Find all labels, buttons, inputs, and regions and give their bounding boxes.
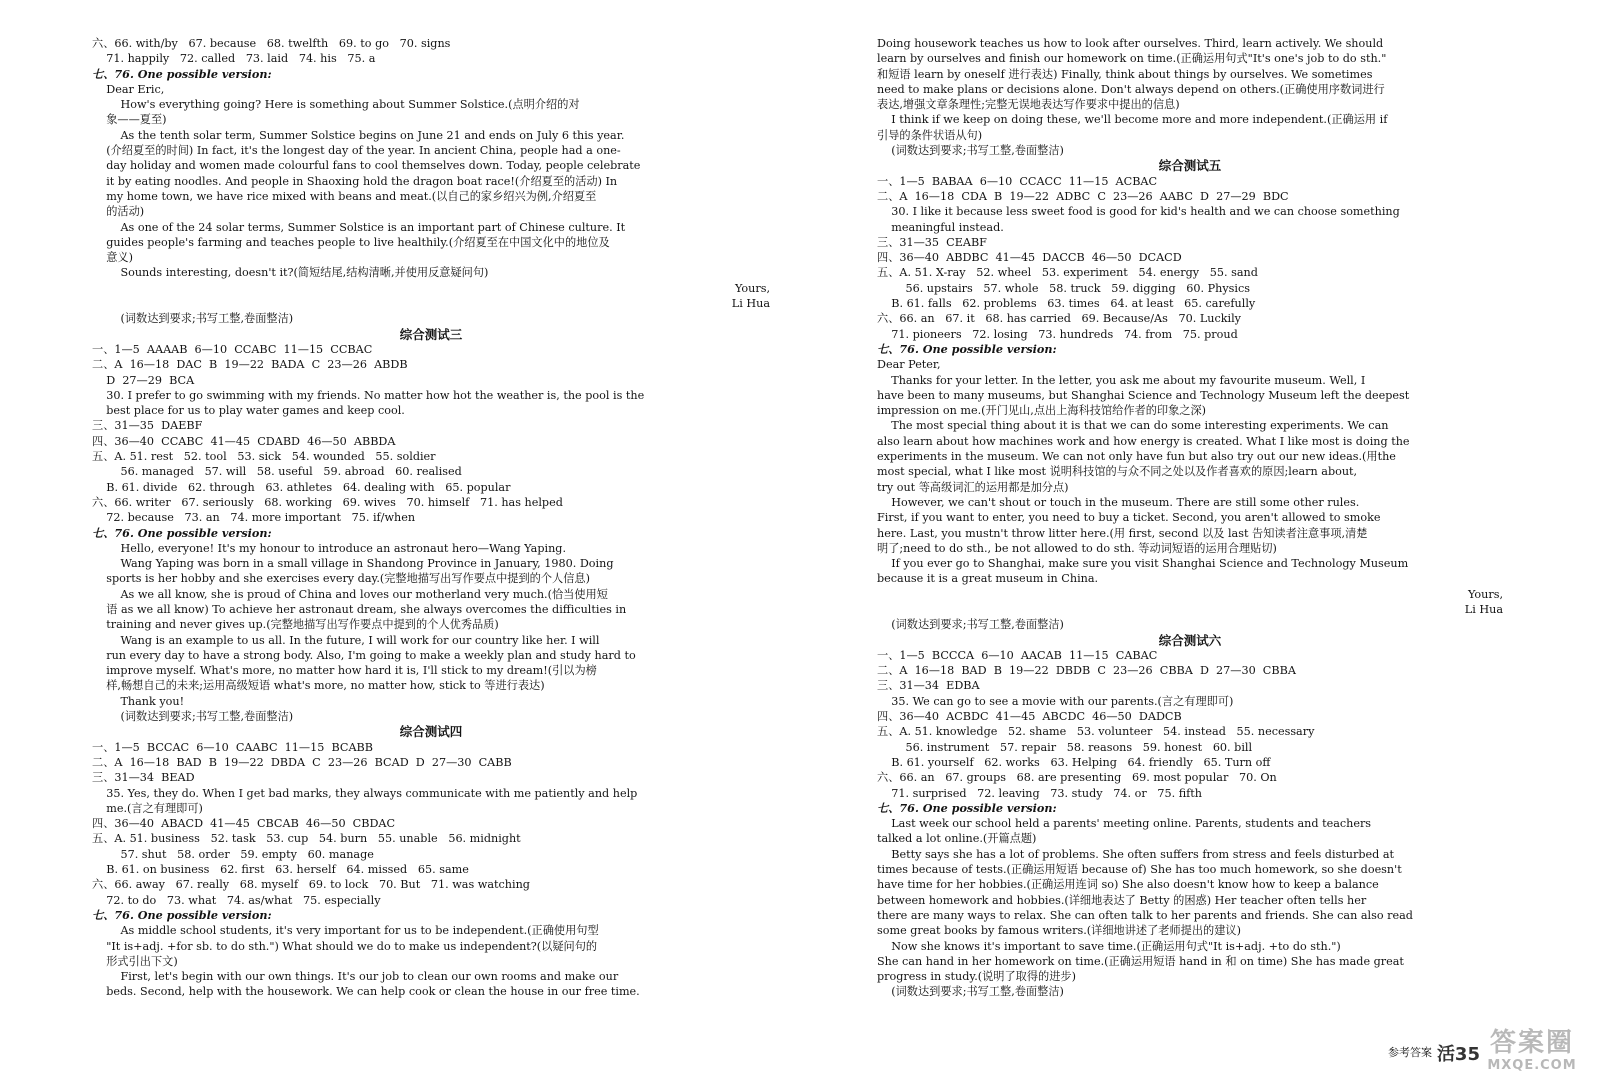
text-line: Hello, everyone! It's my honour to introduce an astronaut hero—Wang Yaping. — [92, 541, 567, 555]
section-heading: 综合测试四 — [399, 724, 463, 740]
text-line: "It is+adj. +for sb. to do sth.") What should we do to make us independent?(以疑问句的 — [92, 939, 598, 953]
text-line: (词数达到要求;书写工整,卷面整洁) — [877, 618, 1064, 632]
text-line: Wang is an example to us all. In the future, I will work for our country like her. I will — [92, 633, 600, 647]
text-line: 意义) — [92, 251, 133, 265]
text-line: Thanks for your letter. In the letter, you ask me about my favourite museum. Well, I — [877, 373, 1366, 387]
section-heading: 综合测试六 — [1158, 632, 1222, 648]
text-line: 六、66. writer 67. seriously 68. working 69. wives 70. himself 71. has helped — [92, 495, 563, 509]
text-line: As one of the 24 solar terms, Summer Solstice is an important part of Chinese culture. It — [92, 220, 626, 234]
page-number: 活35 — [1436, 1044, 1480, 1065]
text-line: 语 as we all know) To achieve her astronaut dream, she always overcomes the difficulties in — [92, 602, 627, 616]
text-line: 35. Yes, they do. When I get bad marks, they always communicate with me patiently and help — [92, 786, 638, 800]
text-line: (词数达到要求;书写工整,卷面整洁) — [92, 710, 294, 724]
text-line: impression on me.(开门见山,点出上海科技馆给作者的印象之深) — [877, 404, 1207, 418]
text-line: 六、66. with/by 67. because 68. twelfth 69. to go 70. signs — [92, 37, 451, 50]
text-line: 一、1—5 BCCAC 6—10 CAABC 11—15 BCABB — [92, 740, 373, 754]
text-line: Last week our school held a parents' meeting online. Parents, students and teachers — [877, 817, 1372, 831]
text-line: Li Hua — [1464, 602, 1503, 616]
text-line: 样,畅想自己的未来;运用高级短语 what's more, no matter how, stick to 等进行表达) — [92, 679, 545, 693]
right-column — [877, 36, 1503, 1000]
watermark-logo — [1472, 1028, 1592, 1078]
text-line: 表达,增强文章条理性;完整无误地表达写作要求中提出的信息) — [877, 98, 1180, 112]
text-line: How's everything going? Here is something about Summer Solstice.(点明介绍的对 — [92, 98, 580, 112]
footer-label: 参考答案 — [1388, 1046, 1432, 1059]
text-line: 30. I like it because less sweet food is good for kid's health and we can choose something — [877, 205, 1400, 219]
watermark-top: 答案圈 — [1489, 1028, 1574, 1058]
text-line: here. Last, you mustn't throw litter here.(用 first, second 以及 last 告知读者注意事项,清楚 — [877, 526, 1368, 540]
text-line: (词数达到要求;书写工整,卷面整洁) — [877, 985, 1064, 999]
text-line: (介绍夏至的时间) In fact, it's the longest day of the year. In ancient China, people had a one- — [92, 144, 621, 158]
text-line: 五、A. 51. business 52. task 53. cup 54. burn 55. unable 56. midnight — [92, 832, 521, 846]
text-line: 二、A 16—18 DAC B 19—22 BADA C 23—26 ABDB — [92, 358, 408, 372]
text-line: Dear Eric, — [92, 82, 165, 96]
text-line: also learn about how machines work and how energy is created. What I like most is doing the — [877, 434, 1410, 448]
text-line: I think if we keep on doing these, we'll become more and more independent.(正确运用 if — [877, 113, 1388, 127]
text-line: Li Hua — [731, 297, 770, 311]
text-line: 一、1—5 AAAAB 6—10 CCABC 11—15 CCBAC — [92, 342, 373, 356]
text-line: 三、31—34 EDBA — [877, 679, 980, 693]
text-line: 71. happily 72. called 73. laid 74. his 75. a — [92, 52, 376, 66]
text-line: (词数达到要求;书写工整,卷面整洁) — [877, 144, 1064, 158]
text-line: 56. managed 57. will 58. useful 59. abroad 60. realised — [92, 465, 462, 479]
text-line: As the tenth solar term, Summer Solstice begins on June 21 and ends on July 6 this year. — [92, 128, 625, 142]
text-line: 象——夏至) — [92, 113, 167, 127]
text-line: If you ever go to Shanghai, make sure you visit Shanghai Science and Technology Museum — [877, 557, 1409, 571]
text-line: need to make plans or decisions alone. Don't always depend on others.(正确使用序数词进行 — [877, 82, 1385, 96]
text-line: best place for us to play water games and keep cool. — [92, 404, 405, 418]
text-line: 三、31—35 DAEBF — [92, 419, 203, 433]
text-line: B. 61. divide 62. through 63. athletes 64. dealing with 65. popular — [92, 480, 511, 494]
text-line: Now she knows it's important to save time.(正确运用句式"It is+adj. +to do sth.") — [877, 939, 1341, 953]
text-line: B. 61. falls 62. problems 63. times 64. at least 65. carefully — [877, 297, 1256, 311]
text-line: Yours, — [1468, 587, 1503, 601]
text-line: As we all know, she is proud of China and loves our motherland very much.(恰当使用短 — [92, 587, 608, 601]
text-line: most special, what I like most 说明科技馆的与众不同之处以及作者喜欢的原因;learn about, — [877, 465, 1358, 479]
text-line: meaningful instead. — [877, 220, 1004, 234]
text-line: 六、66. an 67. it 68. has carried 69. Because/As 70. Luckily — [877, 312, 1241, 326]
text-line: 形式引出下文) — [92, 954, 178, 968]
text-line: First, let's begin with our own things. It's our job to clean our own rooms and make our — [92, 970, 619, 984]
text-line: 71. pioneers 72. losing 73. hundreds 74. from 75. proud — [877, 327, 1238, 341]
text-line: sports is her hobby and she exercises every day.(完整地描写出写作要点中提到的个人信息) — [92, 572, 590, 586]
text-line: 二、A 16—18 BAD B 19—22 DBDB C 23—26 CBBA D 27—30 CBBA — [877, 664, 1296, 678]
text-line: 56. instrument 57. repair 58. reasons 59. honest 60. bill — [877, 740, 1253, 754]
text-line: some great books by famous writers.(详细地讲述了老师提出的建议) — [877, 924, 1241, 938]
text-line: She can hand in her homework on time.(正确运用短语 hand in 和 on time) She has made great — [877, 954, 1404, 968]
text-line: 72. because 73. an 74. more important 75. if/when — [92, 511, 416, 525]
text-line: 71. surprised 72. leaving 73. study 74. or 75. fifth — [877, 786, 1202, 800]
text-line: guides people's farming and teaches people to live healthily.(介绍夏至在中国文化中的地位及 — [92, 235, 610, 249]
text-line: As middle school students, it's very important for us to be independent.(正确使用句型 — [92, 924, 599, 938]
text-line: 五、A. 51. X-ray 52. wheel 53. experiment 54. energy 55. sand — [877, 266, 1258, 280]
text-line: 一、1—5 BCCCA 6—10 AACAB 11—15 CABAC — [877, 648, 1158, 662]
text-line: 四、36—40 ACBDC 41—45 ABCDC 46—50 DADCB — [877, 710, 1182, 724]
text-line: Dear Peter, — [877, 358, 941, 372]
text-line: 56. upstairs 57. whole 58. truck 59. digging 60. Physics — [877, 281, 1251, 295]
text-line: Sounds interesting, doesn't it?(简短结尾,结构清晰,并使用反意疑问句) — [92, 266, 489, 280]
text-line: experiments in the museum. We can not only have fun but also try out our new ideas.(用the — [877, 450, 1396, 464]
text-line: 一、1—5 BABAA 6—10 CCACC 11—15 ACBAC — [877, 174, 1158, 188]
text-line: 四、36—40 ABACD 41—45 CBCAB 46—50 CBDAC — [92, 817, 396, 831]
text-line: 72. to do 73. what 74. as/what 75. especially — [92, 893, 381, 907]
text-line: it by eating noodles. And people in Shaoxing hold the dragon boat race!(介绍夏至的活动) In — [92, 174, 618, 188]
text-line: 五、A. 51. rest 52. tool 53. sick 54. wounded 55. soldier — [92, 450, 436, 464]
text-line: Thank you! — [92, 694, 185, 708]
text-line: First, if you want to enter, you need to buy a ticket. Second, you aren't allowed to smoke — [877, 511, 1381, 525]
text-line: D 27—29 BCA — [92, 373, 195, 387]
text-line: 的活动) — [92, 205, 145, 219]
text-line: Betty says she has a lot of problems. She often suffers from stress and feels disturbed at — [877, 847, 1394, 861]
text-line: there are many ways to relax. She can often talk to her parents and friends. She can also read — [877, 908, 1413, 922]
text-line: times because of tests.(正确运用短语 because of) She has too much homework, so she doesn't — [877, 863, 1402, 877]
section-heading: 综合测试三 — [399, 326, 463, 342]
text-line: 三、31—35 CEABF — [877, 235, 987, 249]
section-heading: 综合测试五 — [1158, 158, 1222, 174]
text-line: 30. I prefer to go swimming with my friends. No matter how hot the weather is, the pool is the — [92, 388, 645, 402]
text-line: run every day to have a strong body. Also, I'm going to make a weekly plan and study hard to — [92, 648, 636, 662]
text-line: 二、A 16—18 CDA B 19—22 ADBC C 23—26 AABC D 27—29 BDC — [877, 189, 1289, 203]
text-line: 七、76. One possible version: — [92, 907, 272, 922]
text-line: 和短语 learn by oneself 进行表达) Finally, think about things by ourselves. We sometimes — [877, 67, 1373, 81]
text-line: 引导的条件状语从句) — [877, 128, 983, 142]
text-line: 四、36—40 ABDBC 41—45 DACCB 46—50 DCACD — [877, 251, 1182, 265]
text-line: (词数达到要求;书写工整,卷面整洁) — [92, 312, 294, 326]
text-line: talked a lot online.(开篇点题) — [877, 832, 1037, 846]
watermark-bottom: MXQE.COM — [1487, 1058, 1577, 1073]
text-line: beds. Second, help with the housework. We can help cook or clean the house in our free time. — [92, 985, 640, 999]
text-line: 二、A 16—18 BAD B 19—22 DBDA C 23—26 BCAD D 27—30 CABB — [92, 755, 512, 769]
text-line: between homework and hobbies.(详细地表达了 Betty 的困惑) Her teacher often tells her — [877, 893, 1367, 907]
text-line: have been to many museums, but Shanghai Science and Technology Museum left the deepest — [877, 388, 1410, 402]
text-line: B. 61. on business 62. first 63. herself 64. missed 65. same — [92, 863, 469, 877]
text-line: 七、76. One possible version: — [877, 800, 1057, 815]
text-line: 七、76. One possible version: — [877, 341, 1057, 356]
text-line: 七、76. One possible version: — [92, 66, 272, 81]
text-line: day holiday and women made colourful fans to cool themselves down. Today, people celebrate — [92, 159, 641, 173]
text-line: improve myself. What's more, no matter how hard it is, I'll stick to my dream!(引以为榜 — [92, 664, 597, 678]
text-line: me.(言之有理即可) — [92, 801, 203, 815]
text-line: Doing housework teaches us how to look after ourselves. Third, learn actively. We should — [877, 37, 1384, 50]
text-line: have time for her hobbies.(正确运用连词 so) She also doesn't know how to keep a balance — [877, 878, 1379, 892]
text-line: Wang Yaping was born in a small village in Shandong Province in January, 1980. Doing — [92, 557, 614, 571]
text-line: my home town, we have rice mixed with beans and meat.(以自己的家乡绍兴为例,介绍夏至 — [92, 189, 597, 203]
text-line: However, we can't shout or touch in the museum. There are still some other rules. — [877, 495, 1360, 509]
text-line: learn by ourselves and finish our homework on time.(正确运用句式"It's one's job to do sth." — [877, 52, 1387, 66]
text-line: training and never gives up.(完整地描写出写作要点中提到的个人优秀品质) — [92, 618, 499, 632]
text-line: try out 等高级词汇的运用都是加分点) — [877, 480, 1069, 494]
text-line: The most special thing about it is that we can do some interesting experiments. We can — [877, 419, 1389, 433]
text-line: 六、66. an 67. groups 68. are presenting 69. most popular 70. On — [877, 771, 1277, 785]
text-line: 五、A. 51. knowledge 52. shame 53. volunteer 54. instead 55. necessary — [877, 725, 1315, 739]
text-line: 57. shut 58. order 59. empty 60. manage — [92, 847, 374, 861]
text-line: 七、76. One possible version: — [92, 525, 272, 540]
text-line: 明了;need to do sth., be not allowed to do sth. 等动词短语的运用合理贴切) — [877, 541, 1277, 555]
left-column — [92, 36, 770, 1000]
text-line: 六、66. away 67. really 68. myself 69. to lock 70. But 71. was watching — [92, 878, 530, 892]
text-line: progress in study.(说明了取得的进步) — [877, 970, 1076, 984]
text-line: 35. We can go to see a movie with our parents.(言之有理即可) — [877, 694, 1234, 708]
text-line: because it is a great museum in China. — [877, 572, 1099, 586]
text-line: B. 61. yourself 62. works 63. Helping 64. friendly 65. Turn off — [877, 755, 1271, 769]
text-line: Yours, — [735, 281, 770, 295]
text-line: 三、31—34 BEAD — [92, 771, 195, 785]
text-line: 四、36—40 CCABC 41—45 CDABD 46—50 ABBDA — [92, 434, 396, 448]
